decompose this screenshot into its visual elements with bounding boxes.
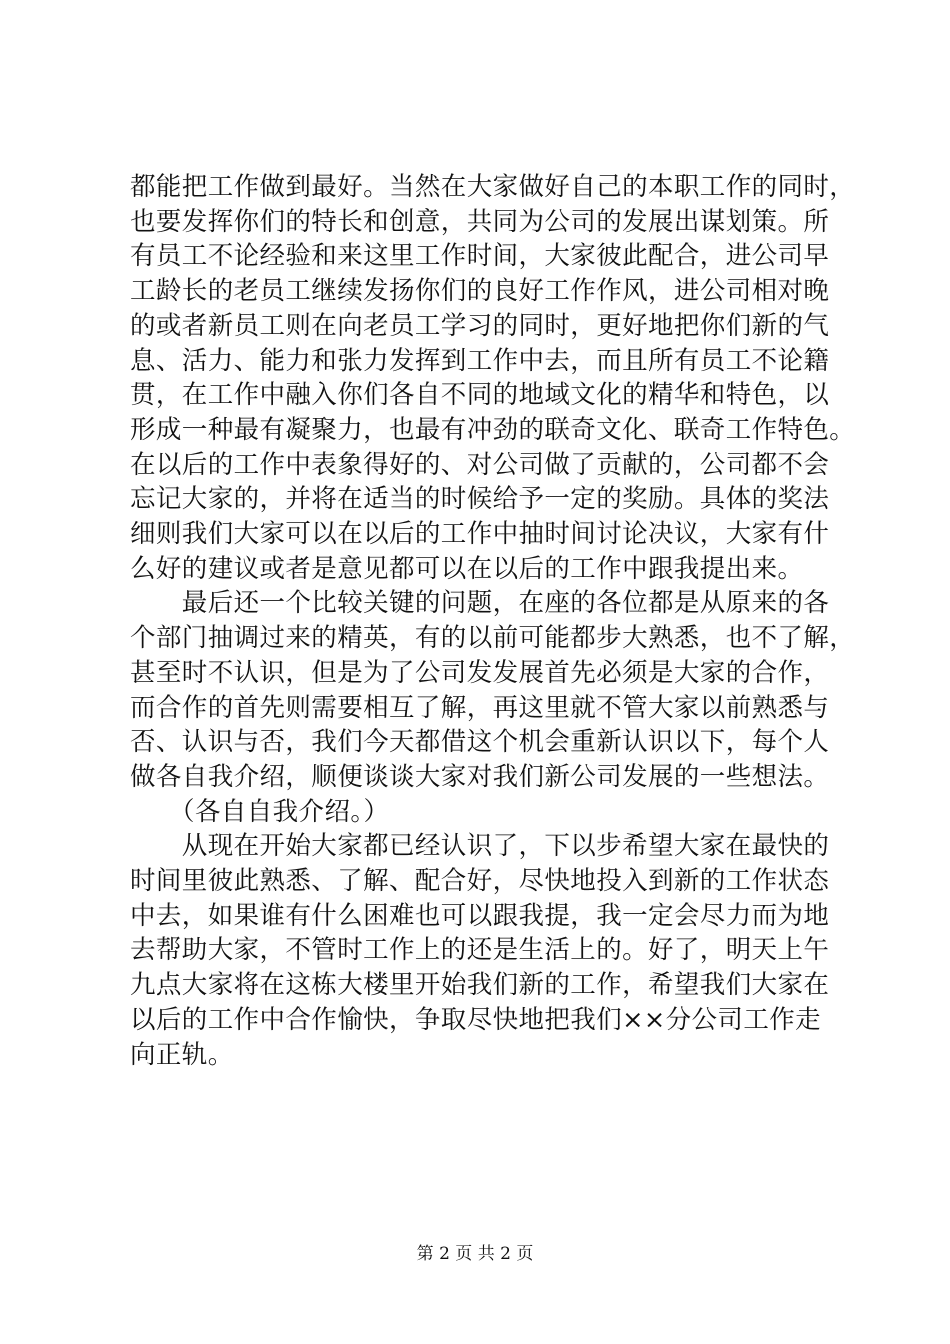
text-line: 中去，如果谁有什么困难也可以跟我提，我一定会尽力而为地 [130,900,830,931]
text-line: 忘记大家的，并将在适当的时候给予一定的奖励。具体的奖法 [130,484,830,515]
text-line: 去帮助大家，不管时工作上的还是生活上的。好了，明天上午 [130,935,830,966]
text-line: 都能把工作做到最好。当然在大家做好自己的本职工作的同时， [130,172,856,202]
text-line: 息、活力、能力和张力发挥到工作中去，而且所有员工不论籍 [130,345,830,376]
page-footer [0,1244,950,1264]
text-line: 细则我们大家可以在以后的工作中抽时间讨论决议，大家有什 [130,519,830,550]
text-line: 工龄长的老员工继续发扬你们的良好工作作风，进公司相对晚 [130,276,830,307]
text-line: 九点大家将在这栋大楼里开始我们新的工作，希望我们大家在 [130,970,830,1001]
text-line: 形成一种最有凝聚力，也最有冲劲的联奇文化、联奇工作特色。 [130,414,856,445]
text-line: 也要发挥你们的特长和创意，共同为公司的发展出谋划策。所 [130,206,830,237]
paragraph-1 [130,170,856,586]
text-line: 时间里彼此熟悉、了解、配合好，尽快地投入到新的工作状态 [130,866,830,897]
text-line: 而合作的首先则需要相互了解，再这里就不管大家以前熟悉与 [130,692,830,723]
paragraph-2 [130,586,856,794]
text-line: 否、认识与否，我们今天都借这个机会重新认识以下，每个人 [130,727,830,758]
text-line: 么好的建议或者是意见都可以在以后的工作中跟我提出来。 [130,553,804,584]
paragraph-4 [130,829,830,1072]
text-line: 在以后的工作中表象得好的、对公司做了贡献的，公司都不会 [130,449,830,480]
text-line: 有员工不论经验和来这里工作时间，大家彼此配合，进公司早 [130,241,830,272]
text-line: 贯，在工作中融入你们各自不同的地域文化的精华和特色，以 [130,380,830,411]
text-line: 从现在开始大家都已经认识了，下以步希望大家在最快的 [130,831,830,862]
text-line: 最后还一个比较关键的问题，在座的各位都是从原来的各 [130,588,830,619]
text-line: 做各自我介绍，顺便谈谈大家对我们新公司发展的一些想法。 [130,761,830,792]
document-body [130,170,856,1072]
text-line: 以后的工作中合作愉快，争取尽快地把我们××分公司工作走 [130,1004,822,1035]
text-line: （各自自我介绍。） [130,796,390,827]
text-line: 的或者新员工则在向老员工学习的同时，更好地把你们新的气 [130,310,830,341]
page-number: 第 2 页 共 2 页 [416,1244,534,1264]
text-line: 甚至时不认识，但是为了公司发发展首先必须是大家的合作， [130,657,830,688]
text-line: 个部门抽调过来的精英，有的以前可能都步大熟悉，也不了解， [130,623,856,654]
text-line: 向正轨。 [130,1039,234,1070]
paragraph-3 [130,795,830,830]
